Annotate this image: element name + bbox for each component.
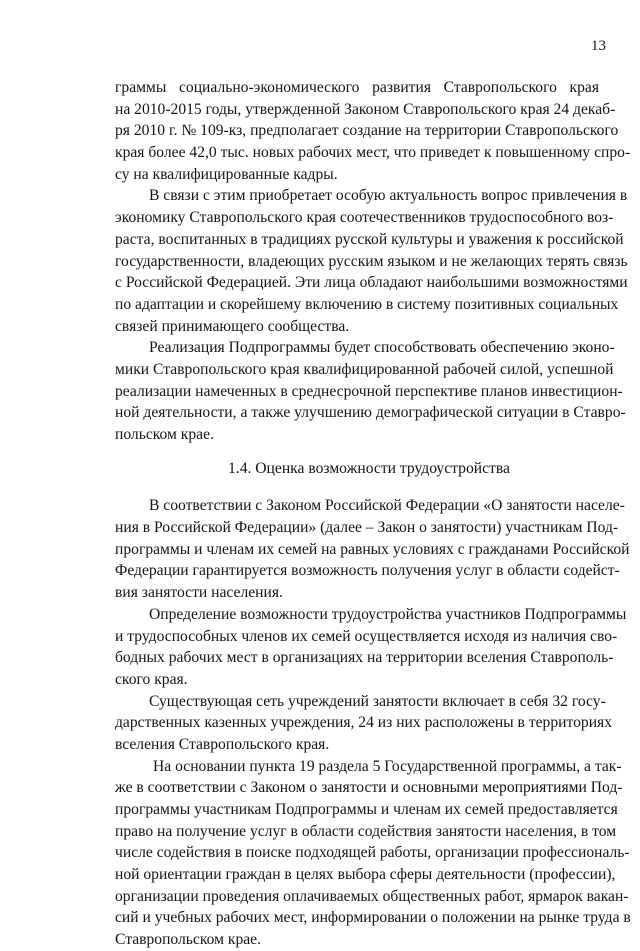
text-line: су на квалифицированные кадры. (115, 165, 338, 183)
text-line: числе содействия в поиске подходящей работы, организации профессиональ- (115, 844, 630, 862)
text-line: дарственных казенных учреждения, 24 из них расположены в территориях (115, 714, 613, 732)
paragraph-relevance (115, 185, 628, 337)
text-line: мики Ставропольского края квалифицированной рабочей силой, успешной (115, 360, 614, 378)
text-line: ния в Российской Федерации» (далее – Закон о занятости) участникам Под- (115, 519, 619, 537)
text-line: и трудоспособных членов их семей осуществляется исходя из наличия сво- (115, 627, 618, 645)
text-line: сий и учебных рабочих мест, информировании о положении на рынке труда в (115, 909, 631, 927)
text-line: по адаптации и скорейшему включению в систему позитивных социальных (115, 295, 619, 313)
text-line: экономику Ставропольского края соотечественников трудоспособного воз- (115, 209, 614, 227)
text-line: раста, воспитанных в традициях русской культуры и уважения к российской (115, 230, 624, 248)
text-line: В соответствии с Законом Российской Федерации «О занятости населе- (149, 497, 625, 515)
text-line: же в соответствии с Законом о занятости и основными мероприятиями Под- (115, 779, 623, 797)
text-line: право на получение услуг в области содействия занятости населения, в том (115, 822, 617, 840)
text-line: В связи с этим приобретает особую актуальность вопрос привлечения в (149, 187, 628, 205)
text-line: с Российской Федерацией. Эти лица обладают наибольшими возможностями (115, 274, 628, 292)
section-heading: 1.4. Оценка возможности трудоустройства (228, 459, 510, 477)
text-line: Существующая сеть учреждений занятости включает в себя 32 госу- (149, 692, 606, 710)
text-line: граммы социально-экономического развития Ставропольского края (115, 79, 599, 96)
text-line: реализации намеченных в среднесрочной перспективе планов инвестицион- (115, 382, 623, 400)
paragraph-employment-law (115, 495, 630, 603)
paragraph-intro-continuation (115, 77, 631, 185)
text-line: вия занятости населения. (115, 584, 283, 602)
text-line: ря 2010 г. № 109-кз, предполагает создание на территории Ставропольского (115, 122, 619, 140)
text-line: бодных рабочих мест в организациях на территории вселения Ставрополь- (115, 649, 614, 667)
page-number: 13 (591, 38, 606, 54)
text-line: Определение возможности трудоустройства участников Подпрограммы (149, 605, 627, 623)
text-line: ского края. (115, 670, 188, 688)
paragraph-employment-services (115, 756, 631, 951)
text-line: ной ориентации граждан в целях выбора сферы деятельности (профессии), (115, 866, 616, 884)
text-line: ной деятельности, а также улучшению демографической ситуации в Ставро- (115, 404, 626, 422)
document-body (115, 77, 631, 951)
paragraph-employment-network (115, 691, 613, 756)
paragraph-implementation (115, 337, 626, 445)
text-line: края более 42,0 тыс. новых рабочих мест, что приведет к повышенному спро- (115, 144, 631, 162)
text-line: на 2010-2015 годы, утвержденной Законом Ставропольского края 24 декаб- (115, 100, 616, 118)
text-line: Федерации гарантируется возможность получения услуг в области содейст- (115, 562, 620, 580)
text-line: программы участникам Подпрограммы и членам их семей предоставляется (115, 801, 618, 818)
paragraph-employment-possibility (115, 604, 627, 691)
text-line: связей принимающего сообщества. (115, 317, 350, 335)
text-line: государственности, владеющих русским языком и не желающих терять связь (115, 252, 628, 270)
text-line: польском крае. (115, 426, 214, 443)
text-line: Реализация Подпрограммы будет способствовать обеспечению эконо- (149, 339, 615, 357)
text-line: вселения Ставропольского края. (115, 735, 330, 753)
text-line: На основании пункта 19 раздела 5 Государственной программы, а так- (153, 757, 622, 775)
text-line: программы и членам их семей на равных условиях с гражданами Российской (115, 540, 630, 558)
text-line: организации проведения оплачиваемых общественных работ, ярмарок вакан- (115, 887, 629, 905)
text-line: Ставропольском крае. (115, 931, 261, 949)
